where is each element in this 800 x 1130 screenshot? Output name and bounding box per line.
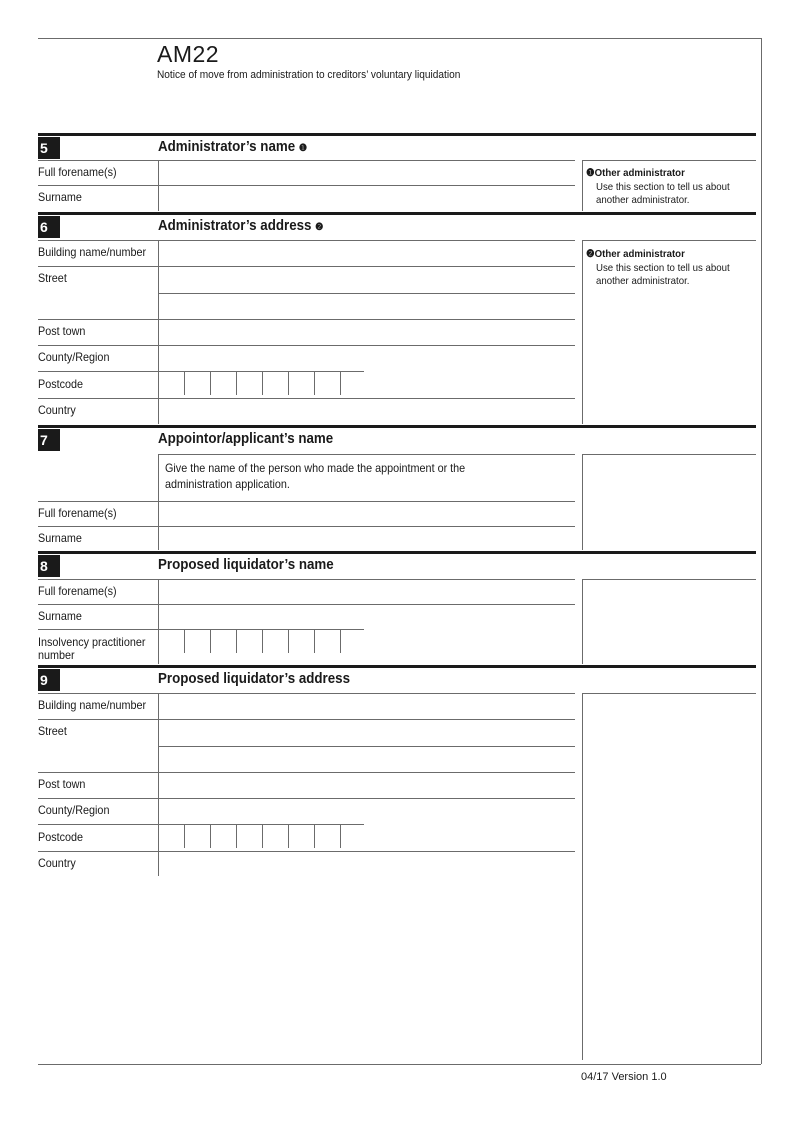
postcode-char-box[interactable] <box>314 824 340 848</box>
s7-surname-field[interactable] <box>158 527 575 550</box>
s6-note-text: Use this section to tell us about another administrator. <box>596 262 730 287</box>
section-9-number: 9 <box>38 669 60 691</box>
field-divider <box>158 693 159 876</box>
section-6-rule <box>38 212 756 215</box>
s5-note-title: ❶Other administrator <box>586 167 685 179</box>
row-divider <box>38 824 158 825</box>
ip-number-digit-box[interactable] <box>314 629 340 653</box>
note-marker-1-icon: ❶ <box>298 143 308 154</box>
s6-building-field[interactable] <box>158 241 575 266</box>
ip-number-digit-box[interactable] <box>340 629 364 653</box>
section-8-number: 8 <box>38 555 60 577</box>
s6-street-field-2[interactable] <box>158 294 575 319</box>
s5-forenames-label: Full forename(s) <box>38 165 117 179</box>
section-6-title: Administrator’s address ❷ <box>158 218 324 234</box>
row-divider <box>158 454 575 455</box>
s8-ip-number-label: Insolvency practitioner number <box>38 635 146 662</box>
s9-street-field-1[interactable] <box>158 720 575 746</box>
ip-number-digit-box[interactable] <box>210 629 236 653</box>
section-7-number: 7 <box>38 429 60 451</box>
note-box-top <box>582 579 756 580</box>
s6-country-field[interactable] <box>158 399 575 423</box>
s9-post-town-field[interactable] <box>158 773 575 798</box>
field-divider <box>158 160 159 211</box>
field-divider <box>158 240 159 424</box>
s6-note-title: ❷Other administrator <box>586 248 685 260</box>
postcode-char-box[interactable] <box>210 371 236 395</box>
note-box-left <box>582 160 583 211</box>
s6-building-label: Building name/number <box>38 245 147 259</box>
s9-country-label: Country <box>38 856 76 870</box>
section-6-number: 6 <box>38 216 60 238</box>
page-top-border <box>38 38 761 39</box>
note-box-left <box>582 240 583 424</box>
ip-number-digit-box[interactable] <box>262 629 288 653</box>
form-title: Notice of move from administration to creditors’ voluntary liquidation <box>157 69 461 81</box>
note-box-left <box>582 454 583 550</box>
footer-version: 04/17 Version 1.0 <box>581 1071 667 1083</box>
s7-forenames-field[interactable] <box>158 502 575 526</box>
s9-street-field-2[interactable] <box>158 747 575 772</box>
section-8-title: Proposed liquidator’s name <box>158 557 334 573</box>
s6-post-town-label: Post town <box>38 324 86 338</box>
section-5-number: 5 <box>38 137 60 159</box>
s6-country-label: Country <box>38 403 76 417</box>
note-box-top <box>582 454 756 455</box>
s9-country-field[interactable] <box>158 852 575 876</box>
row-divider <box>38 629 158 630</box>
s7-instruction: Give the name of the person who made the appointment or the administration application. <box>165 461 466 491</box>
postcode-char-box[interactable] <box>340 371 364 395</box>
postcode-char-box[interactable] <box>184 824 210 848</box>
s6-post-town-field[interactable] <box>158 320 575 345</box>
s6-county-field[interactable] <box>158 346 575 371</box>
postcode-char-box[interactable] <box>262 824 288 848</box>
section-5-title: Administrator’s name ❶ <box>158 139 308 155</box>
s5-surname-label: Surname <box>38 190 82 204</box>
postcode-char-box[interactable] <box>236 824 262 848</box>
postcode-char-box[interactable] <box>314 371 340 395</box>
section-7-rule <box>38 425 756 428</box>
s9-street-label: Street <box>38 724 67 738</box>
postcode-char-box[interactable] <box>184 371 210 395</box>
s5-surname-field[interactable] <box>158 186 575 210</box>
postcode-char-box[interactable] <box>262 371 288 395</box>
s8-surname-field[interactable] <box>158 605 575 629</box>
s9-post-town-label: Post town <box>38 777 86 791</box>
note-box-top <box>582 240 756 241</box>
ip-number-digit-box[interactable] <box>236 629 262 653</box>
postcode-char-box[interactable] <box>288 371 314 395</box>
section-8-rule <box>38 551 756 554</box>
ip-number-digit-box[interactable] <box>158 629 184 653</box>
s6-street-field-1[interactable] <box>158 267 575 293</box>
note-box-top <box>582 693 756 694</box>
note-marker-2-icon: ❷ <box>315 222 324 233</box>
ip-number-digit-box[interactable] <box>184 629 210 653</box>
s9-county-label: County/Region <box>38 803 110 817</box>
note-box-left <box>582 693 583 1060</box>
postcode-char-box[interactable] <box>158 824 184 848</box>
s6-county-label: County/Region <box>38 350 110 364</box>
postcode-char-box[interactable] <box>288 824 314 848</box>
section-5-rule <box>38 133 756 136</box>
page-bottom-border <box>38 1064 761 1065</box>
s8-surname-label: Surname <box>38 609 82 623</box>
note-marker-1-icon: ❶ <box>586 167 595 179</box>
s5-note-text: Use this section to tell us about another administrator. <box>596 181 730 206</box>
section-7-title: Appointor/applicant’s name <box>158 431 334 447</box>
postcode-char-box[interactable] <box>210 824 236 848</box>
s8-forenames-label: Full forename(s) <box>38 584 117 598</box>
postcode-char-box[interactable] <box>236 371 262 395</box>
s9-postcode-label: Postcode <box>38 830 84 844</box>
s8-forenames-field[interactable] <box>158 580 575 604</box>
s6-street-label: Street <box>38 271 67 285</box>
section-9-title: Proposed liquidator’s address <box>158 671 350 687</box>
note-marker-2-icon: ❷ <box>586 248 595 260</box>
field-divider <box>158 454 159 550</box>
ip-number-digit-box[interactable] <box>288 629 314 653</box>
field-divider <box>158 579 159 664</box>
form-code: AM22 <box>157 41 220 67</box>
note-box-left <box>582 579 583 664</box>
postcode-char-box[interactable] <box>340 824 364 848</box>
s6-postcode-label: Postcode <box>38 377 84 391</box>
s9-county-field[interactable] <box>158 799 575 824</box>
section-9-rule <box>38 665 756 668</box>
row-divider <box>38 371 158 372</box>
s5-forenames-field[interactable] <box>158 161 575 185</box>
postcode-char-box[interactable] <box>158 371 184 395</box>
s7-surname-label: Surname <box>38 531 82 545</box>
note-box-top <box>582 160 756 161</box>
page-right-border <box>761 38 762 1064</box>
s7-forenames-label: Full forename(s) <box>38 506 117 520</box>
s9-building-field[interactable] <box>158 694 575 719</box>
s9-building-label: Building name/number <box>38 698 147 712</box>
